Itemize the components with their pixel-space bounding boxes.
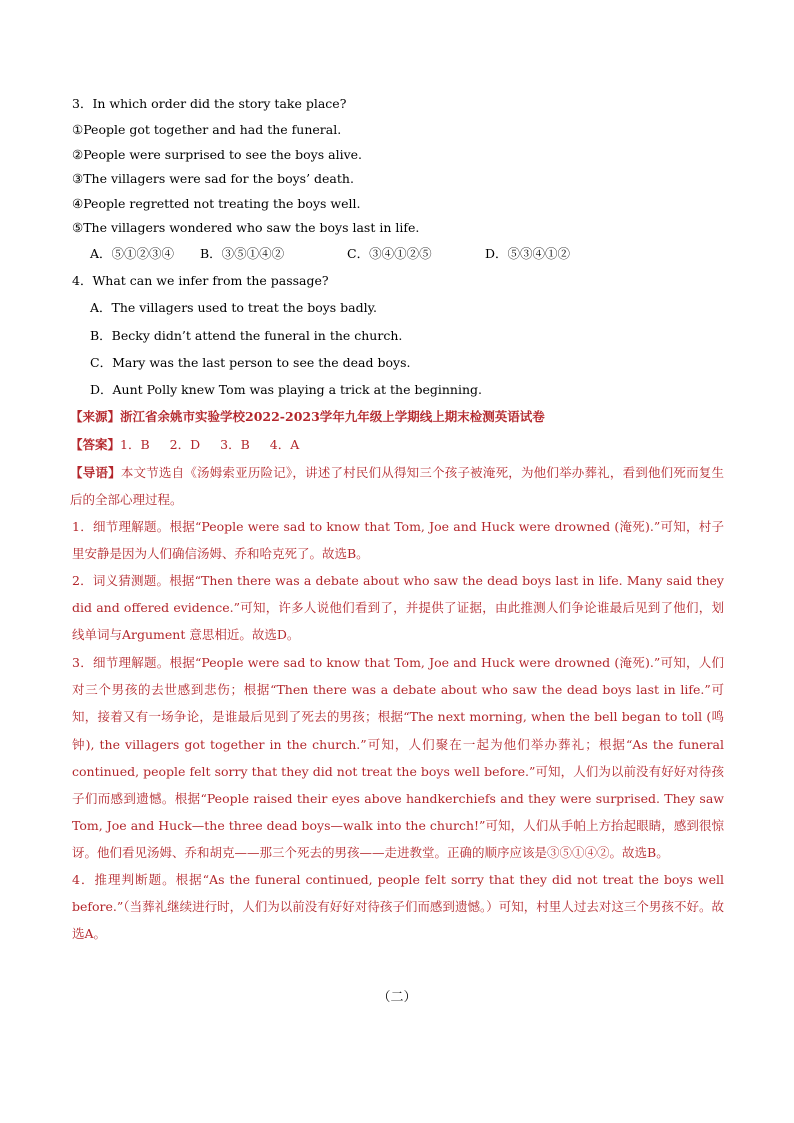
question-3-stem: 3．In which order did the story take place? bbox=[72, 96, 347, 111]
answer-item: 2．D bbox=[169, 437, 201, 452]
guide-tag: 【导语】 bbox=[70, 465, 121, 480]
choice-b: B．③⑤①④② bbox=[200, 246, 285, 261]
choice-c: C．③④①②⑤ bbox=[347, 246, 432, 261]
question-3-item: ④People regretted not treating the boys well. bbox=[72, 196, 361, 211]
choice-d: D．⑤③④①② bbox=[485, 246, 571, 261]
question-4-option: A．The villagers used to treat the boys badly. bbox=[90, 300, 378, 315]
source-line bbox=[70, 409, 545, 425]
source-text: 浙江省余姚市实验学校2022-2023学年九年级上学期线上期末检测英语试卷 bbox=[120, 409, 545, 424]
question-4-option: C．Mary was the last person to see the dead boys. bbox=[90, 355, 411, 370]
question-3-item: ⑤The villagers wondered who saw the boys last in life. bbox=[72, 220, 420, 235]
question-3-item: ③The villagers were sad for the boys’ death. bbox=[72, 171, 354, 186]
question-4-option: B．Becky didn’t attend the funeral in the church. bbox=[90, 328, 403, 343]
guide-text: 本文节选自《汤姆索亚历险记》，讲述了村民们从得知三个孩子被淹死，为他们举办葬礼，看到他们死而复生后的全部心理过程。 bbox=[70, 465, 724, 508]
answer-line bbox=[70, 437, 319, 453]
answer-tag: 【答案】 bbox=[70, 437, 121, 452]
question-3-choices bbox=[90, 246, 570, 262]
explanation-1: 1．细节理解题。根据“People were sad to know that Tom, Joe and Huck were drowned (淹死).”可知，村子里安静是因为人们确信汤姆、乔和哈克死了。故选B。 bbox=[72, 519, 724, 562]
answer-item: 1．B bbox=[120, 437, 150, 452]
guide-paragraph bbox=[70, 459, 724, 513]
answer-item: 3．B bbox=[220, 437, 250, 452]
question-4-option: D．Aunt Polly knew Tom was playing a trick at the beginning. bbox=[90, 382, 482, 397]
explanation-4: 4．推理判断题。根据“As the funeral continued, people felt sorry that they did not treat the boys well before.”（当葬礼继续进行时，人们为以前没有好好对待孩子们而感到遗憾。）可知，村里人过去对这三个男孩不好。故选A。 bbox=[72, 872, 724, 942]
answer-item: 4．A bbox=[269, 437, 300, 452]
question-4-stem: 4．What can we infer from the passage? bbox=[72, 273, 329, 288]
explanation-2: 2．词义猜测题。根据“Then there was a debate about who saw the dead boys last in life. Many said they did and offered evidence.”可知，许多人说他们看到了，并提供了证据，由此推测人们争论谁最后见到了他们，划线单词与Argument 意思相近。故选D。 bbox=[72, 573, 724, 643]
choice-a: A．⑤①②③④ bbox=[90, 246, 175, 261]
explanation-3: 3．细节理解题。根据“People were sad to know that Tom, Joe and Huck were drowned (淹死).”可知，人们对三个男孩的去世感到悲伤；根据“Then there was a debate about who saw the dead boys last in life.”可知，接着又有一场争论，是谁最后见到了死去的男孩；根据“The next morning, when the bell began to toll (鸣钟), the villagers got together in the church.”可知，人们聚在一起为他们举办葬礼；根据“As the funeral continued, people felt sorry that they did not treat the boys well before.”可知，人们为以前没有好好对待孩子们而感到遗憾。根据“People raised their eyes above handkerchiefs and they were surprised. They saw Tom, Joe and Huck—the three dead boys—walk into the church!”可知，人们从手帕上方抬起眼睛，感到很惊讶。他们看见汤姆、乔和胡克——那三个死去的男孩——走进教堂。正确的顺序应该是③⑤①④②。故选B。 bbox=[72, 655, 724, 861]
section-heading: （二） bbox=[377, 990, 417, 1005]
question-3-item: ①People got together and had the funeral. bbox=[72, 122, 342, 137]
question-3-item: ②People were surprised to see the boys alive. bbox=[72, 147, 363, 162]
source-tag: 【来源】 bbox=[70, 409, 121, 424]
